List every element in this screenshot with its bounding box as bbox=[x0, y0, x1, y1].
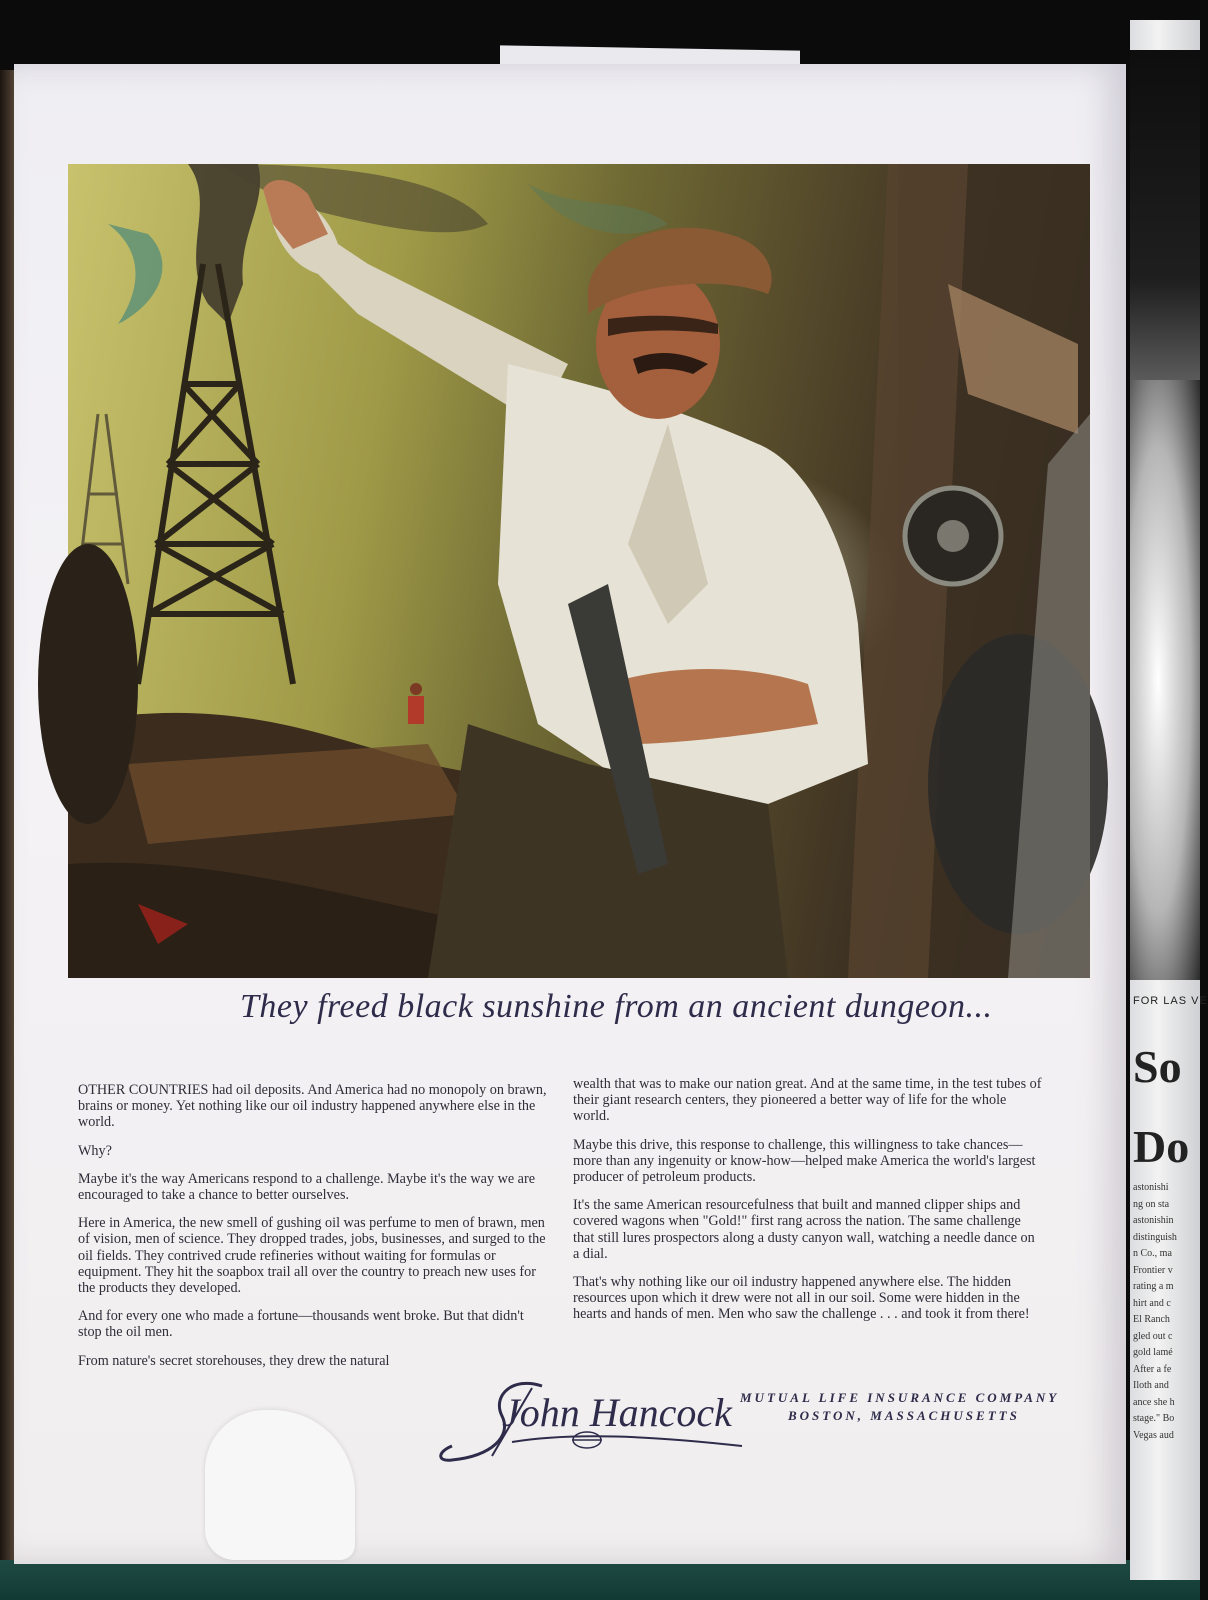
oil-field-painting bbox=[68, 164, 1090, 978]
painting-illustration bbox=[68, 164, 1090, 978]
ad-headline: They freed black sunshine from an ancient dungeon... bbox=[240, 988, 993, 1025]
adjacent-line: astonishi bbox=[1133, 1182, 1169, 1193]
adjacent-line: El Ranch bbox=[1133, 1314, 1170, 1325]
adjacent-line: hirt and c bbox=[1133, 1297, 1171, 1309]
paragraph-text: had oil deposits. And America had no monopoly on brawn, brains or money. Yet nothing like our oil industry happened anywhere else in the world. bbox=[78, 1082, 547, 1131]
paragraph: Maybe this drive, this response to challenge, this willingness to take chances—more than any ingenuity or know-how—helped make America the world's largest producer of petroleum products. bbox=[573, 1136, 1036, 1186]
paragraph: Why? bbox=[78, 1142, 112, 1159]
body-column-right bbox=[573, 1076, 1043, 1335]
john-hancock-signature-logo bbox=[432, 1376, 752, 1468]
adjacent-line: Vegas aud bbox=[1133, 1429, 1174, 1441]
paragraph: From nature's secret storehouses, they drew the natural bbox=[78, 1352, 390, 1369]
company-city: BOSTON, MASSACHUSETTS bbox=[788, 1408, 1020, 1423]
adjacent-line: astonishin bbox=[1133, 1215, 1174, 1226]
adjacent-line: After a fe bbox=[1133, 1363, 1172, 1375]
table-surface bbox=[0, 1560, 1200, 1600]
paragraph: That's why nothing like our oil industry happened anywhere else. The hidden resources upon which it drew were not all in our soil. Some were hidden in the hearts and hands of men. Men who saw the challenge . . . and took it from there! bbox=[573, 1274, 1030, 1323]
adjacent-caption: FOR LAS VE bbox=[1133, 995, 1208, 1007]
adjacent-line: distinguish bbox=[1133, 1231, 1177, 1243]
body-column-left bbox=[78, 1082, 548, 1381]
adjacent-line: gled out c bbox=[1133, 1330, 1173, 1342]
adjacent-line: ng on sta bbox=[1133, 1198, 1170, 1210]
adjacent-line: Iloth and bbox=[1133, 1380, 1169, 1391]
adjacent-line: stage." Bo bbox=[1133, 1413, 1175, 1424]
adjacent-photo-blur bbox=[1130, 380, 1200, 980]
adjacent-line: rating a m bbox=[1133, 1281, 1174, 1292]
adjacent-headline-2: Do bbox=[1133, 1121, 1190, 1172]
adjacent-headline-1: So bbox=[1133, 1041, 1182, 1092]
adjacent-body-text bbox=[1133, 1180, 1177, 1444]
lead-in: OTHER COUNTRIES bbox=[78, 1082, 209, 1098]
paragraph: wealth that was to make our nation great. And at the same time, in the test tubes of their giant research centers, they pioneered a better way of life for the whole world. bbox=[573, 1076, 1042, 1125]
signature-text: John Hancock bbox=[502, 1390, 732, 1435]
paragraph: It's the same American resourcefulness that built and manned clipper ships and covered wagons when "Gold!" first rang across the nation. The same challenge that still lures prospectors along a dusty canyon wall, watching a needle dance on a dial. bbox=[573, 1197, 1035, 1262]
company-name-block bbox=[740, 1390, 1090, 1424]
company-name: MUTUAL LIFE INSURANCE COMPANY bbox=[740, 1390, 1060, 1405]
paragraph: And for every one who made a fortune—thousands went broke. But that didn't stop the oil men. bbox=[78, 1308, 524, 1341]
adjacent-line: Frontier v bbox=[1133, 1264, 1173, 1276]
adjacent-line: gold lamé bbox=[1133, 1347, 1173, 1358]
adjacent-page bbox=[1130, 20, 1208, 1580]
paragraph bbox=[78, 1082, 548, 1131]
paragraph: Here in America, the new smell of gushing oil was perfume to men of brawn, men of vision, men of science. They dropped trades, jobs, businesses, and surged to the oil fields. They contrived crude refineries without waiting for formulas or equipment. They hit the soapbox trail all over the country to preach new uses for the products they developed. bbox=[78, 1215, 546, 1297]
adjacent-line: n Co., ma bbox=[1133, 1248, 1172, 1259]
adjacent-photo bbox=[1130, 50, 1200, 380]
adjacent-line: ance she h bbox=[1133, 1396, 1175, 1408]
paragraph: Maybe it's the way Americans respond to a challenge. Maybe it's the way we are encouraged to take a chance to better ourselves. bbox=[78, 1170, 535, 1204]
